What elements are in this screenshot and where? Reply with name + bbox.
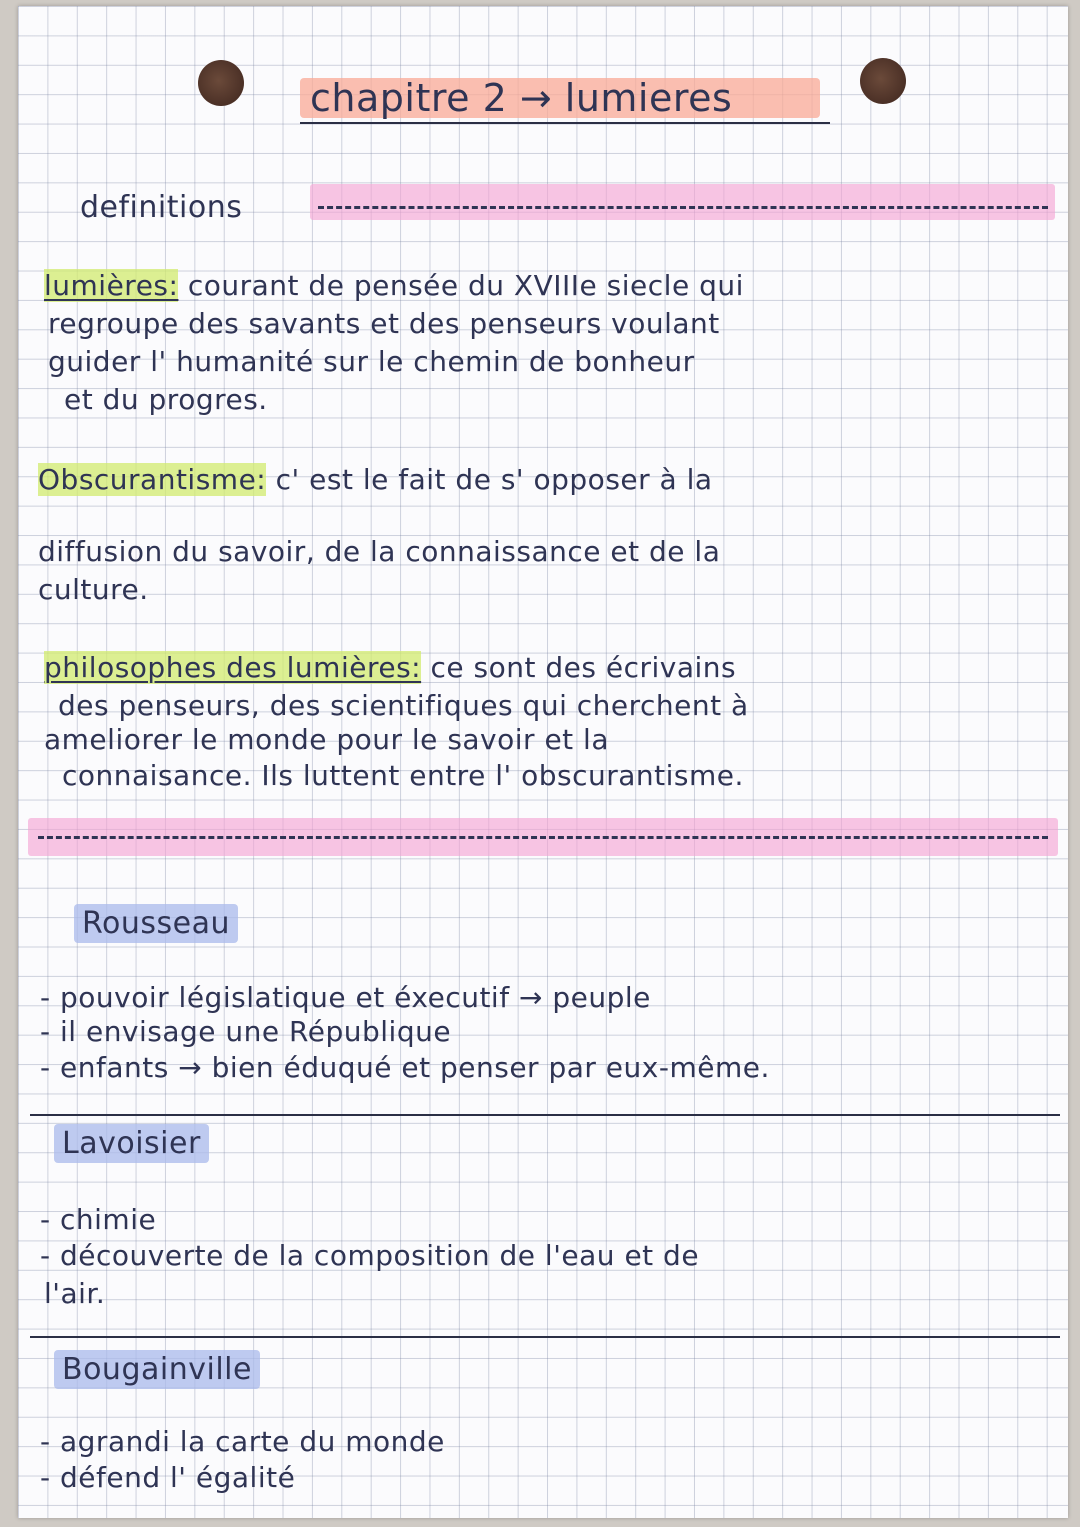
rule-after-lavoisier bbox=[30, 1336, 1060, 1338]
definition-obscurantisme-line-2: diffusion du savoir, de la connaissance et de la bbox=[38, 535, 721, 568]
person-name-bougainville: Bougainville bbox=[54, 1350, 260, 1389]
rousseau-point-1: - pouvoir législatique et éxecutif → peuple bbox=[40, 981, 651, 1014]
title-underline bbox=[300, 122, 830, 124]
term-lumieres: lumières: bbox=[44, 269, 179, 302]
definition-obscurantisme-line-1: Obscurantisme: c' est le fait de s' opposer à la bbox=[38, 463, 713, 496]
person-name-lavoisier: Lavoisier bbox=[54, 1124, 209, 1163]
definition-philosophes-line-1: philosophes des lumières: ce sont des écrivains bbox=[44, 651, 737, 684]
definition-lumieres-line-4: et du progres. bbox=[64, 383, 268, 416]
definitions-heading: definitions bbox=[80, 190, 243, 225]
definition-philosophes-line-2: des penseurs, des scientifiques qui cherchent à bbox=[58, 689, 749, 722]
lavoisier-point-3: l'air. bbox=[44, 1277, 106, 1310]
rousseau-point-3: - enfants → bien éduqué et penser par eux-même. bbox=[40, 1051, 770, 1084]
definition-lumieres-line-3: guider l' humanité sur le chemin de bonheur bbox=[48, 345, 695, 378]
definition-obscurantisme-line-3: culture. bbox=[38, 573, 149, 606]
page-title: chapitre 2 → lumieres bbox=[310, 76, 733, 120]
lavoisier-point-2: - découverte de la composition de l'eau et de bbox=[40, 1239, 700, 1272]
term-obscurantisme: Obscurantisme: bbox=[38, 463, 267, 496]
rule-after-rousseau bbox=[30, 1114, 1060, 1116]
definition-lumieres-line-2: regroupe des savants et des penseurs voulant bbox=[48, 307, 720, 340]
definition-lumieres-line-1: lumières: courant de pensée du XVIIIe siecle qui bbox=[44, 269, 744, 302]
term-philosophes: philosophes des lumières: bbox=[44, 651, 422, 684]
bougainville-point-2: - défend l' égalité bbox=[40, 1461, 296, 1494]
definitions-dashes bbox=[318, 206, 1048, 209]
definition-philosophes-line-4: connaisance. Ils luttent entre l' obscurantisme. bbox=[62, 759, 744, 792]
definitions-band bbox=[310, 184, 1055, 220]
person-name-rousseau: Rousseau bbox=[74, 904, 238, 943]
punch-hole-left bbox=[198, 60, 244, 106]
separator-dashes bbox=[38, 836, 1048, 839]
notebook-page bbox=[18, 6, 1068, 1518]
rousseau-point-2: - il envisage une République bbox=[40, 1015, 452, 1048]
lavoisier-point-1: - chimie bbox=[40, 1203, 157, 1236]
definition-philosophes-line-3: ameliorer le monde pour le savoir et la bbox=[44, 723, 609, 756]
bougainville-point-1: - agrandi la carte du monde bbox=[40, 1425, 445, 1458]
punch-hole-right bbox=[860, 58, 906, 104]
